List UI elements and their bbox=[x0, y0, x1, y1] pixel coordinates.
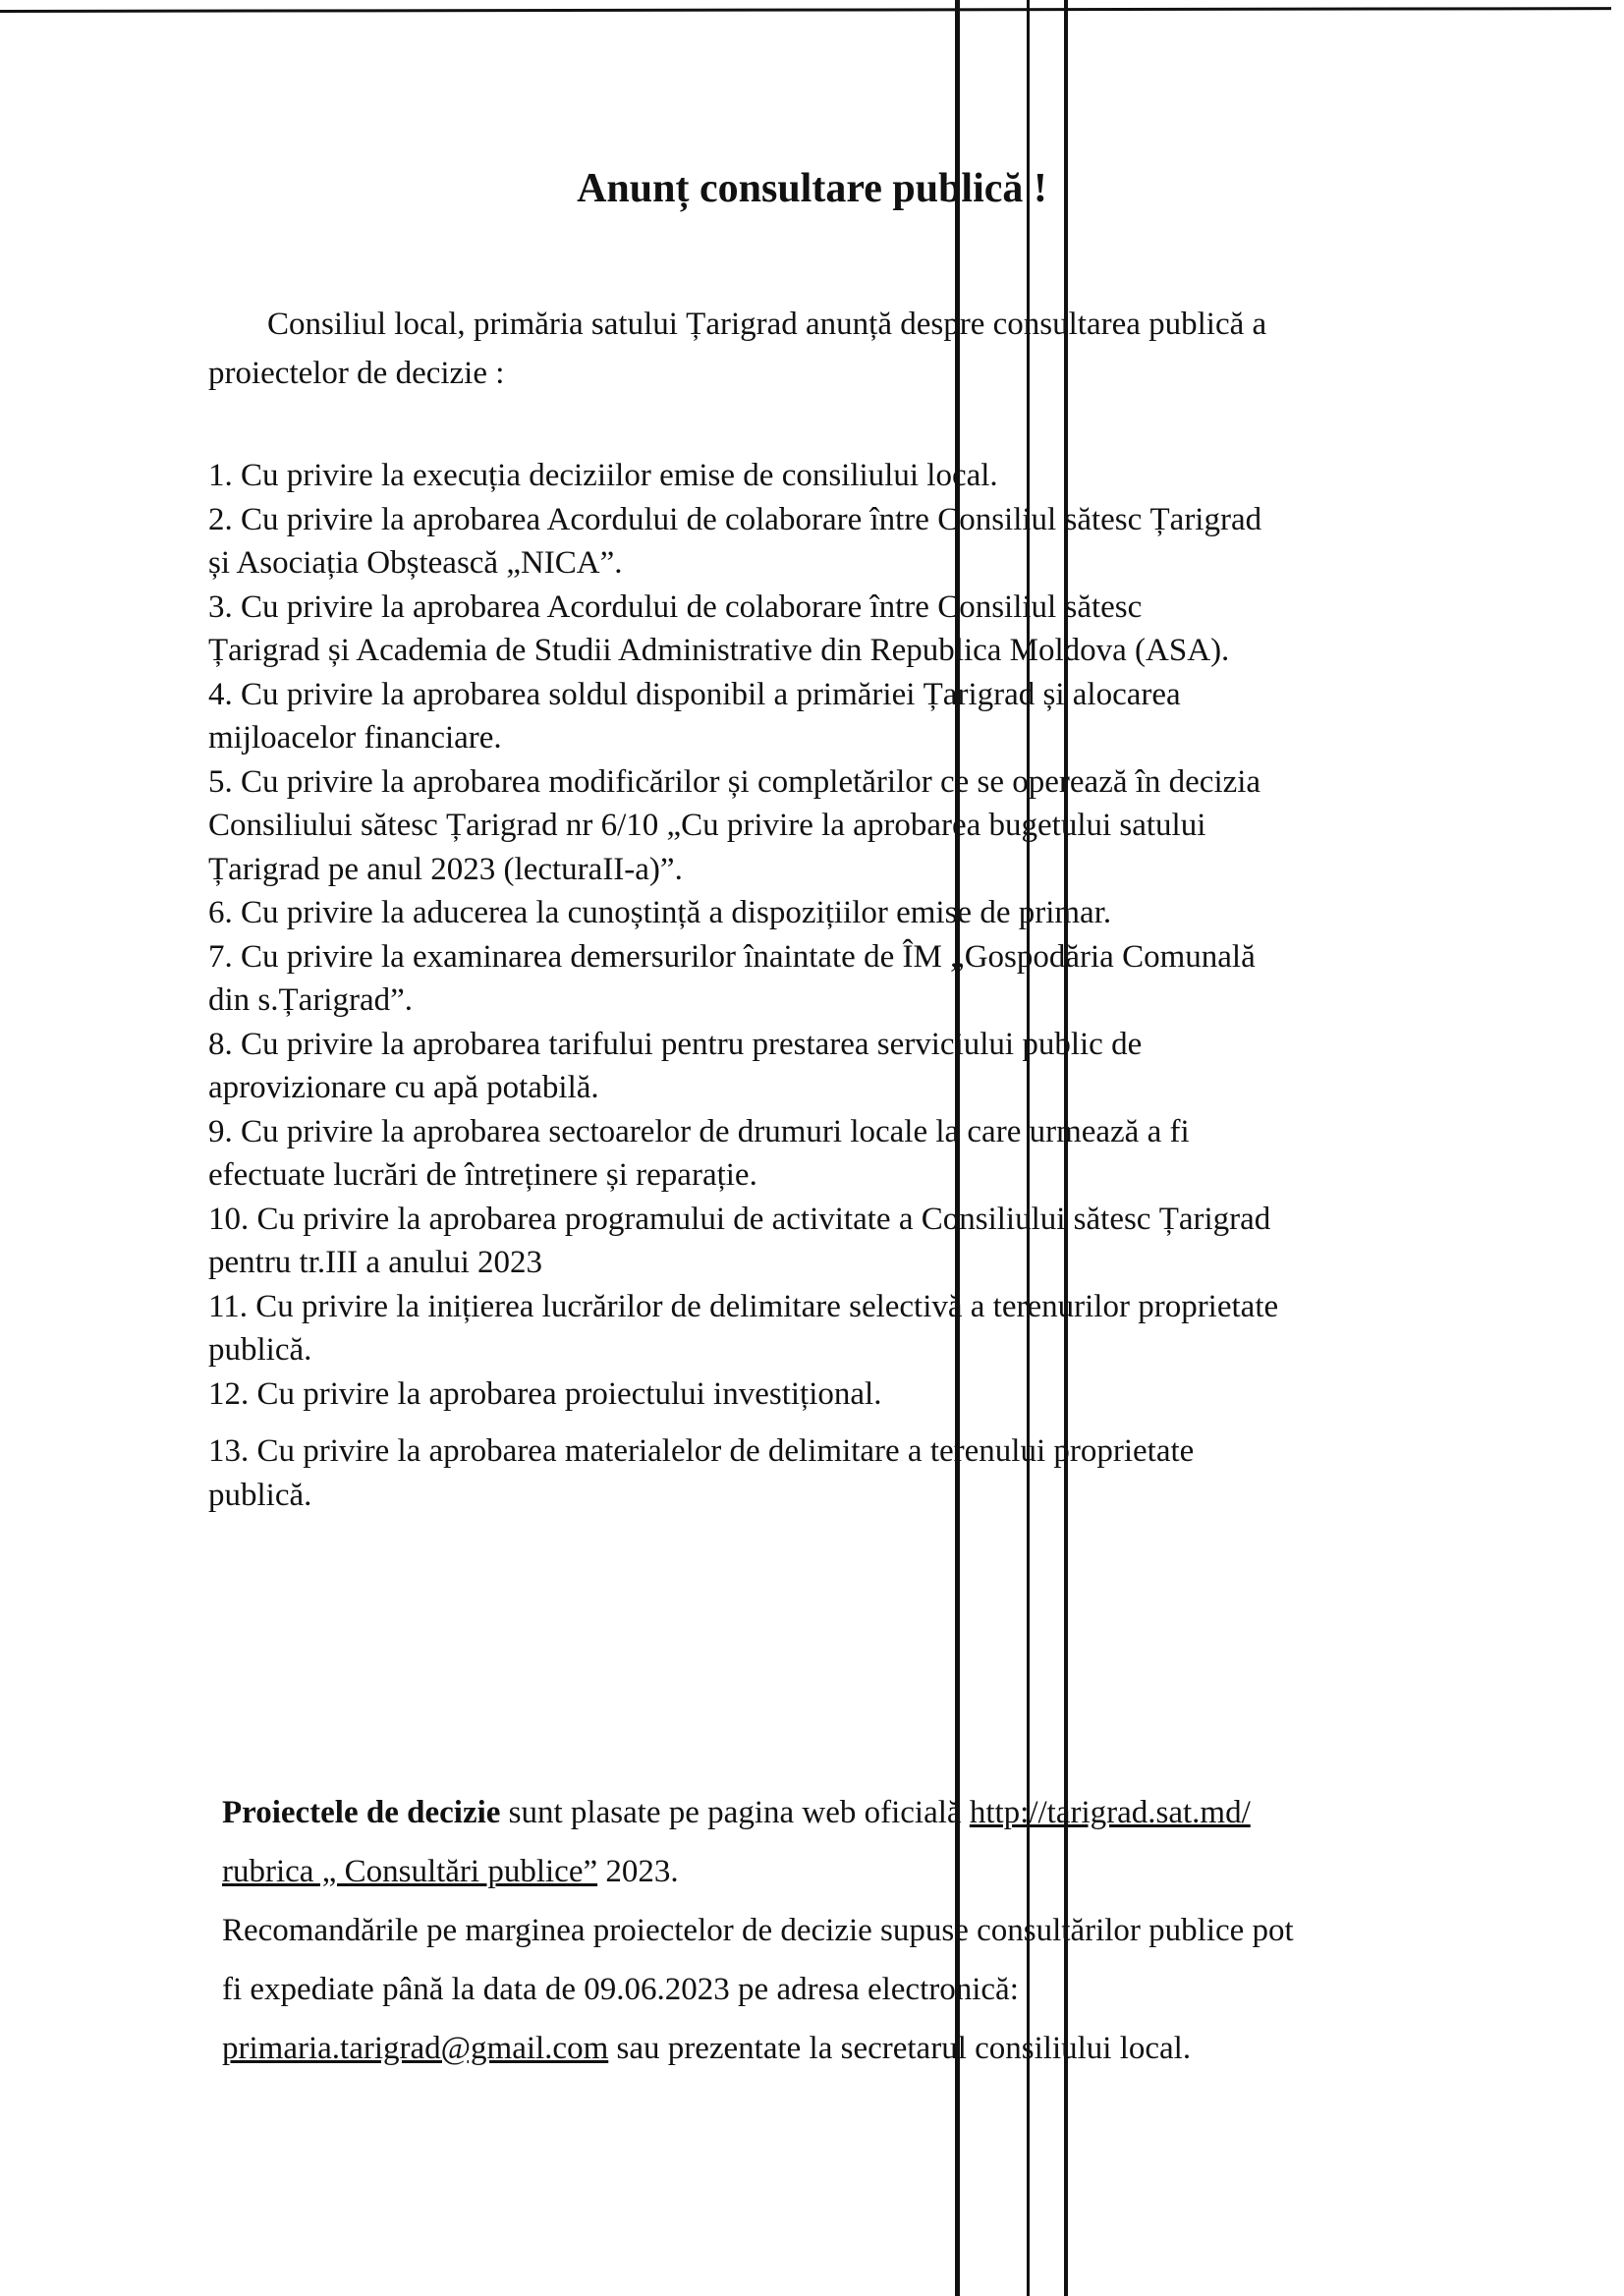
decision-item-line: efectuate lucrări de întreținere și reparație. bbox=[208, 1157, 757, 1193]
decision-list bbox=[208, 454, 1525, 1517]
decision-item-line: 13. Cu privire la aprobarea materialelor de delimitare a terenului proprietate bbox=[208, 1433, 1195, 1469]
footer-line-1 bbox=[222, 1783, 1529, 1842]
footer-line-2 bbox=[222, 1842, 1529, 1901]
decision-item bbox=[208, 454, 1525, 498]
decision-item bbox=[208, 673, 1525, 760]
decision-item-line: și Asociația Obștească „NICA”. bbox=[208, 545, 623, 581]
decision-item bbox=[208, 586, 1525, 673]
decision-item bbox=[208, 1285, 1525, 1372]
decision-item-line: 4. Cu privire la aprobarea soldul disponibil a primăriei Țarigrad și alocarea bbox=[208, 676, 1181, 712]
decision-item-line: Țarigrad și Academia de Studii Administrative din Republica Moldova (ASA). bbox=[208, 633, 1230, 668]
decision-item bbox=[208, 1372, 1525, 1417]
scan-border-line bbox=[0, 7, 1611, 13]
decision-item bbox=[208, 498, 1525, 586]
decision-item-line: din s.Țarigrad”. bbox=[208, 982, 414, 1018]
intro-paragraph bbox=[208, 300, 1515, 398]
footer-bold-lead: Proiectele de decizie bbox=[222, 1795, 501, 1830]
email-link[interactable]: primaria.tarigrad@gmail.com bbox=[222, 2031, 609, 2066]
website-link[interactable]: http://tarigrad.sat.md/ bbox=[969, 1795, 1251, 1830]
decision-item bbox=[208, 1110, 1525, 1198]
footer-section bbox=[222, 1783, 1529, 2078]
decision-item-line: 7. Cu privire la examinarea demersurilor înaintate de ÎM „Gospodăria Comunală bbox=[208, 938, 1256, 975]
decision-item-line: 12. Cu privire la aprobarea proiectului investițional. bbox=[208, 1375, 882, 1412]
footer-text: 2023. bbox=[597, 1854, 679, 1889]
decision-item-line: 2. Cu privire la aprobarea Acordului de colaborare între Consiliul sătesc Țarigrad bbox=[208, 501, 1262, 537]
footer-line-4: fi expediate până la data de 09.06.2023 pe adresa electronică: bbox=[222, 1972, 1019, 2007]
rubric-link[interactable]: rubrica „ Consultări publice” bbox=[222, 1854, 598, 1889]
decision-item-line: 6. Cu privire la aducerea la cunoștință a dispozițiilor emise de primar. bbox=[208, 895, 1112, 930]
decision-item-line: Consiliului sătesc Țarigrad nr 6/10 „Cu privire la aprobarea bugetului satului bbox=[208, 808, 1206, 843]
decision-item-line: publică. bbox=[208, 1332, 312, 1368]
decision-item-line: 10. Cu privire la aprobarea programului de activitate a Consiliului sătesc Țarigrad bbox=[208, 1201, 1271, 1237]
footer-text: sunt plasate pe pagina web oficială bbox=[500, 1795, 970, 1830]
decision-item-line: 1. Cu privire la execuția deciziilor emise de consiliului local. bbox=[208, 458, 998, 493]
decision-item-line: aprovizionare cu apă potabilă. bbox=[208, 1070, 599, 1105]
decision-item bbox=[208, 935, 1525, 1023]
decision-item-line: Țarigrad pe anul 2023 (lecturaII-a)”. bbox=[208, 851, 683, 887]
decision-item bbox=[208, 1198, 1525, 1285]
decision-item-line: mijloacelor financiare. bbox=[208, 720, 502, 756]
decision-item-line: 5. Cu privire la aprobarea modificărilor și completărilor ce se operează în decizia bbox=[208, 763, 1261, 800]
intro-line: Consiliul local, primăria satului Țarigrad anunță despre consultarea publică a bbox=[267, 307, 1267, 342]
footer-line-3: Recomandările pe marginea proiectelor de decizie supuse consultărilor publice pot bbox=[222, 1913, 1294, 1948]
intro-line: proiectelor de decizie : bbox=[208, 356, 505, 391]
document-title: Anunț consultare publică ! bbox=[577, 166, 1047, 211]
decision-item bbox=[208, 1023, 1525, 1110]
footer-line-5 bbox=[222, 2019, 1529, 2078]
decision-item-line: 9. Cu privire la aprobarea sectoarelor de drumuri locale la care urmează a fi bbox=[208, 1113, 1190, 1149]
decision-item-line: 8. Cu privire la aprobarea tarifului pentru prestarea serviciului public de bbox=[208, 1026, 1143, 1062]
decision-item-line: pentru tr.III a anului 2023 bbox=[208, 1245, 542, 1280]
decision-item-line: 11. Cu privire la inițierea lucrărilor de delimitare selectivă a terenurilor proprietate bbox=[208, 1288, 1279, 1324]
decision-item-line: 3. Cu privire la aprobarea Acordului de colaborare între Consiliul sătesc bbox=[208, 588, 1143, 625]
footer-text: sau prezentate la secretarul consiliului local. bbox=[608, 2031, 1192, 2066]
decision-item bbox=[208, 1429, 1525, 1517]
decision-item-line: publică. bbox=[208, 1477, 312, 1513]
decision-item bbox=[208, 760, 1525, 892]
decision-item bbox=[208, 891, 1525, 935]
